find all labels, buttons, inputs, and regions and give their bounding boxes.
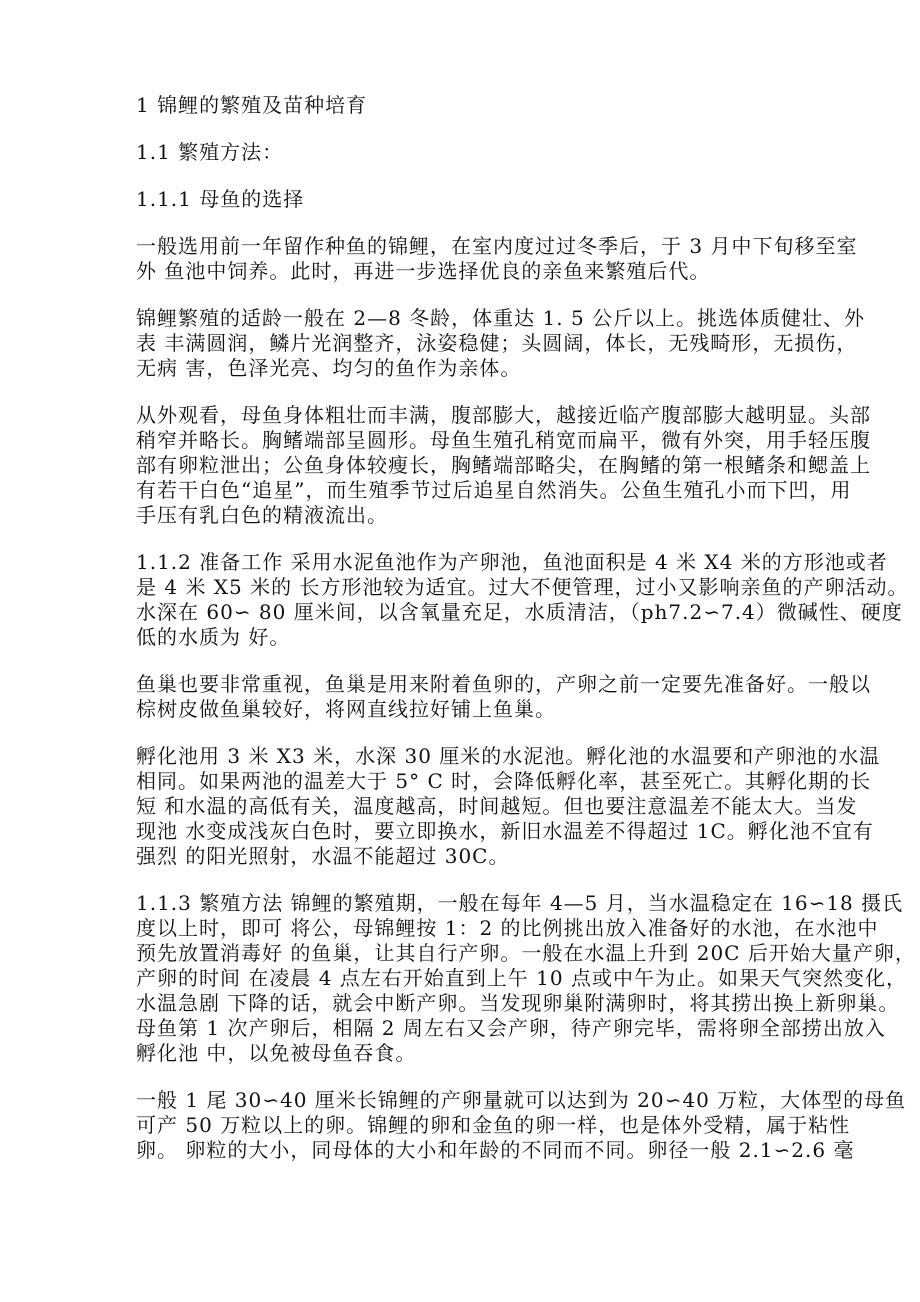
paragraph-preparation (136, 550, 909, 650)
paragraph-selection (136, 234, 858, 284)
document-body (136, 93, 916, 1185)
text-line: 相同。如果两池的温差大于 5° C 时，会降低孵化率，甚至死亡。其孵化期的长 (136, 769, 872, 793)
paragraph-fish-nest (136, 672, 871, 722)
text-line: 卵。 卵粒的大小，同母体的大小和年龄的不同而不同。卵径一般 2.1∽2.6 毫 (136, 1138, 855, 1162)
text-line: 表 丰满圆润，鳞片光润整齐，泳姿稳健；头圆阔，体长，无残畸形，无损伤， (136, 331, 858, 355)
text-line: 1 锦鲤的繁殖及苗种培育 (136, 93, 368, 117)
text-line: 稍窄并略长。胸鳍端部呈圆形。母鱼生殖孔稍宽而扁平，微有外突，用手轻压腹 (136, 428, 871, 452)
text-line: 孵化池 中，以免被母鱼吞食。 (136, 1041, 417, 1065)
paragraph-appearance (136, 403, 871, 528)
text-line: 孵化池用 3 米 X3 米，水深 30 厘米的水泥池。孵化池的水温要和产卵池的水温 (136, 744, 881, 768)
text-line: 强烈 的阳光照射，水温不能超过 30C。 (136, 844, 510, 868)
text-line: 一般选用前一年留作种鱼的锦鲤，在室内度过过冬季后，于 3 月中下旬移至室 (136, 234, 858, 258)
heading-1-1-1 (136, 187, 836, 212)
text-line: 水温急剧 下降的话，就会中断产卵。当发现卵巢附满卵时，将其捞出换上新卵巢。 (136, 991, 900, 1015)
text-line: 1.1.3 繁殖方法 锦鲤的繁殖期，一般在每年 4—5 月，当水温稳定在 16∽18 摄氏 (136, 891, 904, 915)
text-line: 一般 1 尾 30∽40 厘米长锦鲤的产卵量就可以达到为 20∽40 万粒，大体型的母鱼 (136, 1088, 907, 1112)
text-line: 鱼巢也要非常重视，鱼巢是用来附着鱼卵的，产卵之前一定要先准备好。一般以 (136, 672, 871, 696)
text-line: 可产 50 万粒以上的卵。锦鲤的卵和金鱼的卵一样，也是体外受精，属于粘性 (136, 1113, 851, 1137)
text-line: 1.1 繁殖方法： (136, 140, 284, 164)
text-line: 水深在 60∽ 80 厘米间，以含氧量充足，水质清洁，（ph7.2∽7.4）微碱性、硬度 (136, 600, 903, 624)
text-line: 预先放置消毒好 的鱼巢，让其自行产卵。一般在水温上升到 20C 后开始大量产卵， (136, 941, 916, 965)
text-line: 短 和水温的高低有关，温度越高，时间越短。但也要注意温差不能太大。当发 (136, 794, 858, 818)
text-line: 无病 害，色泽光亮、均匀的鱼作为亲体。 (136, 356, 522, 380)
text-line: 外 鱼池中饲养。此时，再进一步选择优良的亲鱼来繁殖后代。 (136, 259, 711, 283)
text-line: 现池 水变成浅灰白色时，要立即换水，新旧水温差不得超过 1C。孵化池不宜有 (136, 819, 874, 843)
text-line: 低的水质为 好。 (136, 625, 291, 649)
text-line: 是 4 米 X5 米的 长方形池较为适宜。过大不便管理，过小又影响亲鱼的产卵活动。 (136, 575, 909, 599)
text-line: 度以上时，即可 将公，母锦鲤按 1：2 的比例挑出放入准备好的水池，在水池中 (136, 916, 879, 940)
text-line: 1.1.1 母鱼的选择 (136, 187, 305, 211)
text-line: 从外观看，母鱼身体粗壮而丰满，腹部膨大，越接近临产腹部膨大越明显。头部 (136, 403, 871, 427)
paragraph-breeding-method (136, 891, 916, 1066)
text-line: 部有卵粒泄出；公鱼身体较瘦长，胸鳍端部略尖，在胸鳍的第一根鳍条和鳃盖上 (136, 453, 871, 477)
heading-1 (136, 93, 836, 118)
text-line: 手压有乳白色的精液流出。 (136, 503, 388, 527)
paragraph-age (136, 306, 866, 381)
paragraph-hatching-pond (136, 744, 881, 869)
text-line: 1.1.2 准备工作 采用水泥鱼池作为产卵池，鱼池面积是 4 米 X4 米的方形池或者 (136, 550, 888, 574)
text-line: 产卵的时间 在凌晨 4 点左右开始直到上午 10 点或中午为止。如果天气突然变化， (136, 966, 907, 990)
text-line: 母鱼第 1 次产卵后，相隔 2 周左右又会产卵，待产卵完毕，需将卵全部捞出放入 (136, 1016, 886, 1040)
text-line: 棕树皮做鱼巢较好，将网直线拉好铺上鱼巢。 (136, 697, 556, 721)
text-line: 锦鲤繁殖的适龄一般在 2—8 冬龄，体重达 1. 5 公斤以上。挑选体质健壮、外 (136, 306, 866, 330)
paragraph-egg-yield (136, 1088, 907, 1163)
text-line: 有若干白色“追星”，而生殖季节过后追星自然消失。公鱼生殖孔小而下凹，用 (136, 478, 852, 502)
heading-1-1 (136, 140, 836, 165)
